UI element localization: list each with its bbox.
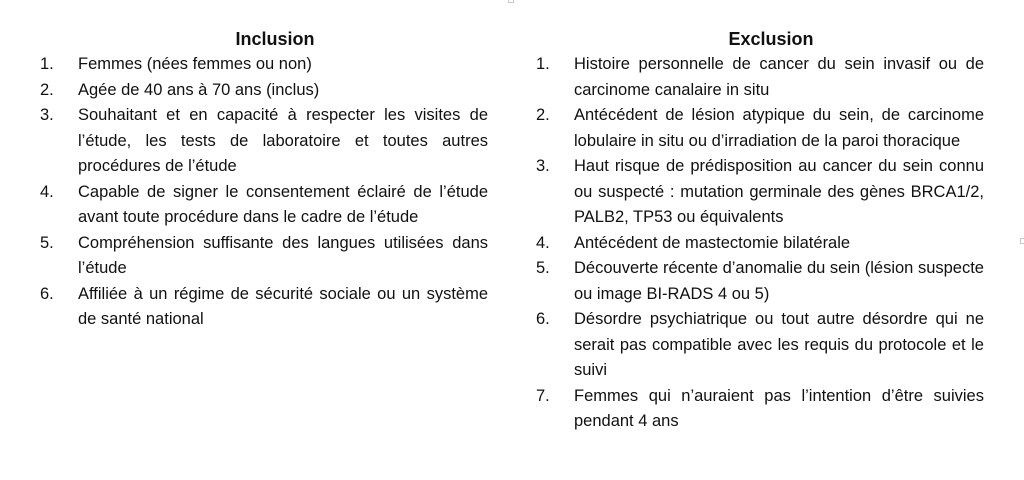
list-item-text: Souhaitant et en capacité à respecter les visites de l’étude, les tests de laboratoire et toutes autres procédures de l’étude (78, 106, 488, 175)
exclusion-list (536, 52, 984, 435)
inclusion-title: Inclusion (235, 29, 315, 49)
list-number: 5. (536, 259, 550, 277)
list-item-text: Désordre psychiatrique ou tout autre désordre qui ne serait pas compatible avec les requis du protocole et le suivi (574, 310, 984, 379)
exclusion-item-4 (536, 231, 984, 257)
list-number: 4. (40, 182, 54, 201)
list-number: 3. (40, 106, 54, 124)
list-number: 5. (40, 233, 54, 252)
inclusion-list (40, 52, 488, 333)
list-item-text: Femmes (nées femmes ou non) (78, 55, 312, 73)
list-number: 2. (536, 106, 550, 124)
inclusion-column (40, 26, 488, 333)
list-number: 1. (40, 55, 54, 73)
list-item-text: Agée de 40 ans à 70 ans (inclus) (78, 80, 320, 99)
list-number: 6. (40, 284, 54, 303)
inclusion-item-1 (40, 52, 488, 78)
list-item-text: Découverte récente d’anomalie du sein (lésion suspecte ou image BI-RADS 4 ou 5) (574, 259, 984, 303)
list-number: 3. (536, 157, 550, 175)
exclusion-item-2 (536, 103, 984, 154)
table-resize-handle-top[interactable] (508, 0, 514, 3)
inclusion-item-6 (40, 282, 488, 333)
exclusion-item-6 (536, 307, 984, 384)
exclusion-item-3 (536, 154, 984, 231)
list-item-text: Femmes qui n’auraient pas l’intention d’être suivies pendant 4 ans (574, 386, 984, 430)
list-item-text: Capable de signer le consentement éclairé de l’étude avant toute procédure dans le cadre de l’étude (78, 182, 488, 226)
list-item-text: Antécédent de lésion atypique du sein, de carcinome lobulaire in situ ou d’irradiation de la paroi thoracique (574, 106, 984, 150)
list-item-text: Affiliée à un régime de sécurité sociale ou un système de santé national (78, 284, 488, 328)
inclusion-item-2 (40, 78, 488, 104)
list-number: 1. (536, 55, 550, 73)
exclusion-item-1 (536, 52, 984, 103)
exclusion-title: Exclusion (728, 29, 814, 49)
list-number: 6. (536, 310, 550, 328)
list-item-text: Histoire personnelle de cancer du sein invasif ou de carcinome canalaire in situ (574, 55, 984, 99)
inclusion-item-3 (40, 103, 488, 180)
exclusion-item-7 (536, 384, 984, 435)
table-resize-handle-right[interactable] (1020, 238, 1024, 244)
inclusion-item-4 (40, 180, 488, 231)
list-number: 2. (40, 80, 54, 99)
list-item-text: Haut risque de prédisposition au cancer du sein connu ou suspecté : mutation germinale des gènes BRCA1/2, PALB2, TP53 ou équivalents (574, 157, 984, 226)
list-item-text: Antécédent de mastectomie bilatérale (574, 233, 851, 252)
list-item-text: Compréhension suffisante des langues utilisées dans l’étude (78, 233, 488, 277)
inclusion-item-5 (40, 231, 488, 282)
list-number: 4. (536, 233, 550, 252)
list-number: 7. (536, 386, 550, 405)
exclusion-column (536, 26, 984, 435)
exclusion-item-5 (536, 256, 984, 307)
